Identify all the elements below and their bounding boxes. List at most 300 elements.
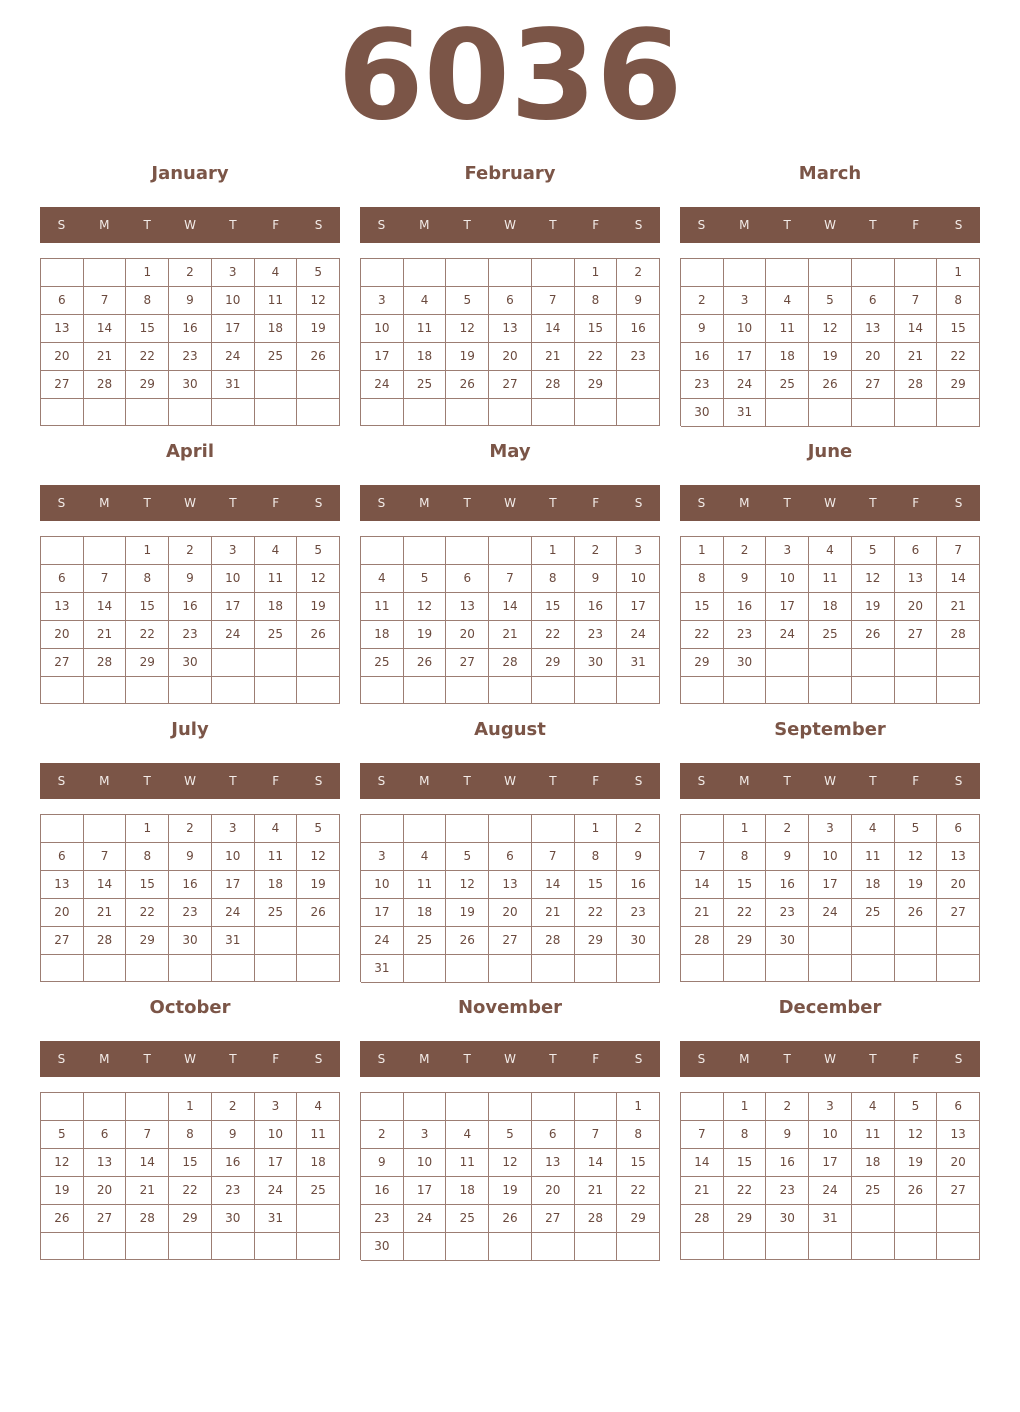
weekday-label: W	[824, 774, 836, 788]
day-cell: 15	[575, 315, 618, 343]
day-cell: 2	[766, 1093, 809, 1121]
weekday-header	[360, 485, 660, 521]
day-cell: 20	[489, 343, 532, 371]
day-cell: 15	[532, 593, 575, 621]
weekday-header	[40, 1041, 340, 1077]
empty-day-cell	[404, 537, 447, 565]
empty-day-cell	[126, 1093, 169, 1121]
empty-day-cell	[84, 1233, 127, 1260]
day-cell: 13	[937, 1121, 980, 1149]
day-cell: 11	[297, 1121, 340, 1149]
day-cell: 15	[126, 871, 169, 899]
day-cell: 24	[255, 1177, 298, 1205]
day-cell: 28	[532, 371, 575, 399]
empty-day-cell	[766, 399, 809, 427]
day-cell: 3	[809, 1093, 852, 1121]
day-cell: 10	[212, 565, 255, 593]
weekday-header	[680, 485, 980, 521]
empty-day-cell	[532, 1233, 575, 1261]
day-cell: 13	[41, 315, 84, 343]
day-grid	[680, 536, 980, 704]
day-cell: 16	[617, 871, 660, 899]
day-cell: 19	[41, 1177, 84, 1205]
empty-day-cell	[126, 955, 169, 982]
empty-day-cell	[255, 399, 298, 426]
day-cell: 17	[361, 343, 404, 371]
empty-day-cell	[361, 815, 404, 843]
day-cell: 1	[126, 815, 169, 843]
empty-day-cell	[766, 1233, 809, 1260]
weekday-label: W	[184, 1052, 196, 1066]
day-cell: 5	[852, 537, 895, 565]
day-cell: 23	[766, 1177, 809, 1205]
day-cell: 2	[681, 287, 724, 315]
day-cell: 10	[404, 1149, 447, 1177]
day-cell: 25	[809, 621, 852, 649]
day-cell: 21	[84, 343, 127, 371]
day-cell: 28	[84, 649, 127, 677]
day-cell: 15	[937, 315, 980, 343]
day-grid	[40, 814, 340, 982]
day-cell: 27	[532, 1205, 575, 1233]
weekday-label: F	[272, 218, 280, 232]
day-cell: 21	[895, 343, 938, 371]
weekday-label: S	[954, 218, 963, 232]
weekday-label: T	[783, 218, 791, 232]
empty-day-cell	[169, 399, 212, 426]
day-cell: 27	[84, 1205, 127, 1233]
day-cell: 4	[852, 815, 895, 843]
empty-day-cell	[532, 955, 575, 983]
month-name: December	[778, 997, 882, 1018]
day-cell: 5	[297, 815, 340, 843]
weekday-label: S	[314, 218, 323, 232]
day-cell: 30	[617, 927, 660, 955]
day-cell: 7	[84, 287, 127, 315]
day-cell: 4	[255, 815, 298, 843]
day-cell: 5	[41, 1121, 84, 1149]
weekday-label: M	[419, 1052, 430, 1066]
day-cell: 9	[169, 565, 212, 593]
day-cell: 6	[41, 565, 84, 593]
day-cell: 15	[575, 871, 618, 899]
day-cell: 30	[766, 1205, 809, 1233]
day-cell: 19	[404, 621, 447, 649]
day-cell: 21	[84, 621, 127, 649]
empty-day-cell	[852, 1205, 895, 1233]
day-cell: 14	[681, 1149, 724, 1177]
day-cell: 25	[255, 899, 298, 927]
empty-day-cell	[895, 677, 938, 704]
day-cell: 27	[895, 621, 938, 649]
empty-day-cell	[446, 1093, 489, 1121]
day-cell: 4	[446, 1121, 489, 1149]
empty-day-cell	[852, 927, 895, 955]
day-cell: 8	[169, 1121, 212, 1149]
empty-day-cell	[84, 955, 127, 982]
day-cell: 31	[361, 955, 404, 983]
weekday-label: T	[549, 496, 557, 510]
day-cell: 20	[41, 621, 84, 649]
day-cell: 10	[809, 1121, 852, 1149]
weekday-label: M	[419, 218, 430, 232]
empty-day-cell	[255, 1233, 298, 1260]
day-cell: 1	[617, 1093, 660, 1121]
day-cell: 25	[361, 649, 404, 677]
day-cell: 15	[724, 1149, 767, 1177]
weekday-label: T	[143, 774, 151, 788]
day-cell: 26	[41, 1205, 84, 1233]
weekday-label: T	[463, 1052, 471, 1066]
day-cell: 10	[361, 315, 404, 343]
day-cell: 1	[724, 815, 767, 843]
day-cell: 28	[937, 621, 980, 649]
empty-day-cell	[809, 927, 852, 955]
empty-day-cell	[895, 927, 938, 955]
day-cell: 22	[681, 621, 724, 649]
empty-day-cell	[446, 537, 489, 565]
day-cell: 5	[297, 259, 340, 287]
day-cell: 3	[212, 259, 255, 287]
day-cell: 17	[212, 871, 255, 899]
day-cell: 20	[532, 1177, 575, 1205]
day-cell: 17	[766, 593, 809, 621]
empty-day-cell	[41, 537, 84, 565]
weekday-label: S	[377, 496, 386, 510]
day-cell: 17	[212, 315, 255, 343]
day-cell: 29	[937, 371, 980, 399]
day-cell: 3	[255, 1093, 298, 1121]
day-cell: 31	[724, 399, 767, 427]
day-cell: 8	[617, 1121, 660, 1149]
weekday-label: T	[783, 774, 791, 788]
day-cell: 22	[937, 343, 980, 371]
day-cell: 1	[724, 1093, 767, 1121]
day-cell: 22	[126, 899, 169, 927]
day-cell: 21	[126, 1177, 169, 1205]
day-cell: 26	[489, 1205, 532, 1233]
weekday-header	[680, 1041, 980, 1077]
weekday-label: W	[504, 1052, 516, 1066]
empty-day-cell	[575, 1233, 618, 1261]
day-cell: 22	[617, 1177, 660, 1205]
day-cell: 6	[895, 537, 938, 565]
day-cell: 30	[681, 399, 724, 427]
day-cell: 6	[937, 1093, 980, 1121]
empty-day-cell	[41, 259, 84, 287]
day-cell: 31	[809, 1205, 852, 1233]
empty-day-cell	[937, 649, 980, 677]
empty-day-cell	[681, 1093, 724, 1121]
day-cell: 24	[809, 1177, 852, 1205]
day-cell: 14	[532, 315, 575, 343]
empty-day-cell	[575, 677, 618, 704]
day-cell: 18	[404, 343, 447, 371]
day-cell: 27	[41, 649, 84, 677]
empty-day-cell	[212, 1233, 255, 1260]
day-cell: 12	[297, 287, 340, 315]
day-cell: 20	[937, 871, 980, 899]
day-cell: 11	[404, 315, 447, 343]
day-cell: 29	[169, 1205, 212, 1233]
empty-day-cell	[489, 259, 532, 287]
day-cell: 10	[361, 871, 404, 899]
day-cell: 18	[255, 315, 298, 343]
day-cell: 4	[852, 1093, 895, 1121]
weekday-label: S	[57, 218, 66, 232]
day-cell: 4	[255, 259, 298, 287]
day-cell: 13	[446, 593, 489, 621]
day-cell: 21	[937, 593, 980, 621]
day-cell: 16	[169, 315, 212, 343]
day-cell: 25	[404, 927, 447, 955]
day-cell: 13	[532, 1149, 575, 1177]
empty-day-cell	[84, 259, 127, 287]
day-cell: 2	[617, 259, 660, 287]
empty-day-cell	[297, 371, 340, 399]
day-cell: 31	[617, 649, 660, 677]
day-cell: 23	[361, 1205, 404, 1233]
day-cell: 18	[255, 871, 298, 899]
day-cell: 19	[297, 871, 340, 899]
day-cell: 23	[575, 621, 618, 649]
empty-day-cell	[297, 1205, 340, 1233]
day-cell: 21	[575, 1177, 618, 1205]
day-cell: 24	[404, 1205, 447, 1233]
empty-day-cell	[126, 399, 169, 426]
empty-day-cell	[446, 815, 489, 843]
day-cell: 13	[489, 871, 532, 899]
empty-day-cell	[297, 955, 340, 982]
empty-day-cell	[766, 677, 809, 704]
empty-day-cell	[361, 1093, 404, 1121]
day-cell: 2	[575, 537, 618, 565]
day-cell: 20	[41, 343, 84, 371]
day-cell: 23	[681, 371, 724, 399]
day-cell: 29	[724, 1205, 767, 1233]
empty-day-cell	[937, 1233, 980, 1260]
day-cell: 11	[852, 843, 895, 871]
weekday-label: T	[229, 218, 237, 232]
day-cell: 7	[937, 537, 980, 565]
day-cell: 1	[937, 259, 980, 287]
day-cell: 5	[297, 537, 340, 565]
day-cell: 7	[126, 1121, 169, 1149]
day-cell: 17	[724, 343, 767, 371]
weekday-label: W	[824, 218, 836, 232]
empty-day-cell	[404, 815, 447, 843]
weekday-label: F	[592, 496, 600, 510]
weekday-label: W	[504, 496, 516, 510]
day-cell: 29	[126, 927, 169, 955]
empty-day-cell	[126, 1233, 169, 1260]
day-cell: 11	[809, 565, 852, 593]
empty-day-cell	[41, 399, 84, 426]
day-cell: 5	[404, 565, 447, 593]
empty-day-cell	[212, 399, 255, 426]
day-grid	[360, 814, 660, 982]
day-cell: 25	[446, 1205, 489, 1233]
year-title: 6036	[337, 4, 683, 148]
day-cell: 1	[532, 537, 575, 565]
empty-day-cell	[532, 815, 575, 843]
empty-day-cell	[169, 677, 212, 704]
day-cell: 28	[126, 1205, 169, 1233]
day-cell: 12	[297, 565, 340, 593]
day-cell: 25	[766, 371, 809, 399]
day-cell: 13	[937, 843, 980, 871]
day-cell: 31	[255, 1205, 298, 1233]
day-cell: 6	[489, 287, 532, 315]
empty-day-cell	[126, 677, 169, 704]
day-cell: 9	[724, 565, 767, 593]
empty-day-cell	[255, 371, 298, 399]
day-cell: 7	[532, 843, 575, 871]
day-cell: 7	[895, 287, 938, 315]
day-cell: 29	[617, 1205, 660, 1233]
day-cell: 15	[724, 871, 767, 899]
day-cell: 25	[255, 621, 298, 649]
day-cell: 29	[575, 371, 618, 399]
day-cell: 11	[361, 593, 404, 621]
day-cell: 30	[169, 371, 212, 399]
empty-day-cell	[809, 677, 852, 704]
empty-day-cell	[404, 1093, 447, 1121]
day-cell: 12	[446, 871, 489, 899]
day-cell: 10	[212, 287, 255, 315]
day-cell: 30	[766, 927, 809, 955]
day-cell: 1	[681, 537, 724, 565]
day-cell: 24	[617, 621, 660, 649]
day-cell: 4	[766, 287, 809, 315]
empty-day-cell	[724, 677, 767, 704]
day-grid	[40, 1092, 340, 1260]
day-cell: 28	[575, 1205, 618, 1233]
day-cell: 5	[489, 1121, 532, 1149]
weekday-header	[40, 485, 340, 521]
day-cell: 7	[681, 843, 724, 871]
day-cell: 19	[446, 343, 489, 371]
weekday-label: T	[783, 1052, 791, 1066]
day-cell: 23	[724, 621, 767, 649]
day-cell: 24	[361, 927, 404, 955]
day-cell: 29	[532, 649, 575, 677]
day-cell: 22	[575, 343, 618, 371]
day-cell: 10	[617, 565, 660, 593]
weekday-label: S	[634, 218, 643, 232]
day-cell: 6	[532, 1121, 575, 1149]
weekday-label: T	[229, 1052, 237, 1066]
month-name: March	[798, 163, 862, 184]
empty-day-cell	[575, 1093, 618, 1121]
empty-day-cell	[446, 955, 489, 983]
empty-day-cell	[617, 955, 660, 983]
empty-day-cell	[724, 259, 767, 287]
day-cell: 30	[361, 1233, 404, 1261]
day-cell: 23	[617, 899, 660, 927]
day-cell: 14	[895, 315, 938, 343]
weekday-label: T	[143, 496, 151, 510]
day-cell: 31	[212, 927, 255, 955]
day-cell: 8	[937, 287, 980, 315]
weekday-label: F	[592, 1052, 600, 1066]
empty-day-cell	[895, 955, 938, 982]
empty-day-cell	[404, 677, 447, 704]
day-cell: 2	[361, 1121, 404, 1149]
weekday-label: T	[869, 1052, 877, 1066]
weekday-label: S	[314, 774, 323, 788]
day-cell: 6	[41, 843, 84, 871]
weekday-label: S	[697, 774, 706, 788]
empty-day-cell	[532, 677, 575, 704]
day-cell: 30	[169, 927, 212, 955]
day-cell: 16	[575, 593, 618, 621]
day-cell: 14	[937, 565, 980, 593]
day-cell: 10	[212, 843, 255, 871]
weekday-label: W	[824, 1052, 836, 1066]
empty-day-cell	[766, 259, 809, 287]
empty-day-cell	[532, 1093, 575, 1121]
day-cell: 5	[446, 843, 489, 871]
day-cell: 27	[937, 1177, 980, 1205]
day-cell: 12	[895, 843, 938, 871]
day-cell: 18	[852, 871, 895, 899]
weekday-label: M	[99, 774, 110, 788]
day-cell: 12	[809, 315, 852, 343]
day-cell: 9	[617, 843, 660, 871]
weekday-label: S	[57, 774, 66, 788]
day-cell: 22	[532, 621, 575, 649]
day-cell: 5	[809, 287, 852, 315]
weekday-label: S	[697, 218, 706, 232]
weekday-label: T	[869, 496, 877, 510]
empty-day-cell	[446, 399, 489, 426]
day-cell: 16	[361, 1177, 404, 1205]
weekday-label: S	[377, 1052, 386, 1066]
empty-day-cell	[361, 399, 404, 426]
day-cell: 26	[297, 899, 340, 927]
day-cell: 17	[212, 593, 255, 621]
day-cell: 5	[895, 815, 938, 843]
day-cell: 30	[575, 649, 618, 677]
day-cell: 9	[169, 843, 212, 871]
empty-day-cell	[809, 259, 852, 287]
day-cell: 14	[575, 1149, 618, 1177]
weekday-label: M	[739, 496, 750, 510]
weekday-label: T	[549, 774, 557, 788]
empty-day-cell	[617, 399, 660, 426]
day-cell: 6	[937, 815, 980, 843]
weekday-label: W	[184, 496, 196, 510]
empty-day-cell	[575, 955, 618, 983]
empty-day-cell	[84, 815, 127, 843]
day-cell: 8	[532, 565, 575, 593]
day-cell: 18	[361, 621, 404, 649]
day-cell: 8	[126, 843, 169, 871]
empty-day-cell	[255, 677, 298, 704]
day-cell: 9	[766, 1121, 809, 1149]
empty-day-cell	[41, 677, 84, 704]
weekday-label: T	[463, 774, 471, 788]
weekday-label: S	[314, 496, 323, 510]
day-cell: 20	[41, 899, 84, 927]
day-cell: 4	[255, 537, 298, 565]
empty-day-cell	[489, 1233, 532, 1261]
day-cell: 11	[404, 871, 447, 899]
weekday-label: S	[634, 496, 643, 510]
empty-day-cell	[41, 815, 84, 843]
day-cell: 19	[489, 1177, 532, 1205]
